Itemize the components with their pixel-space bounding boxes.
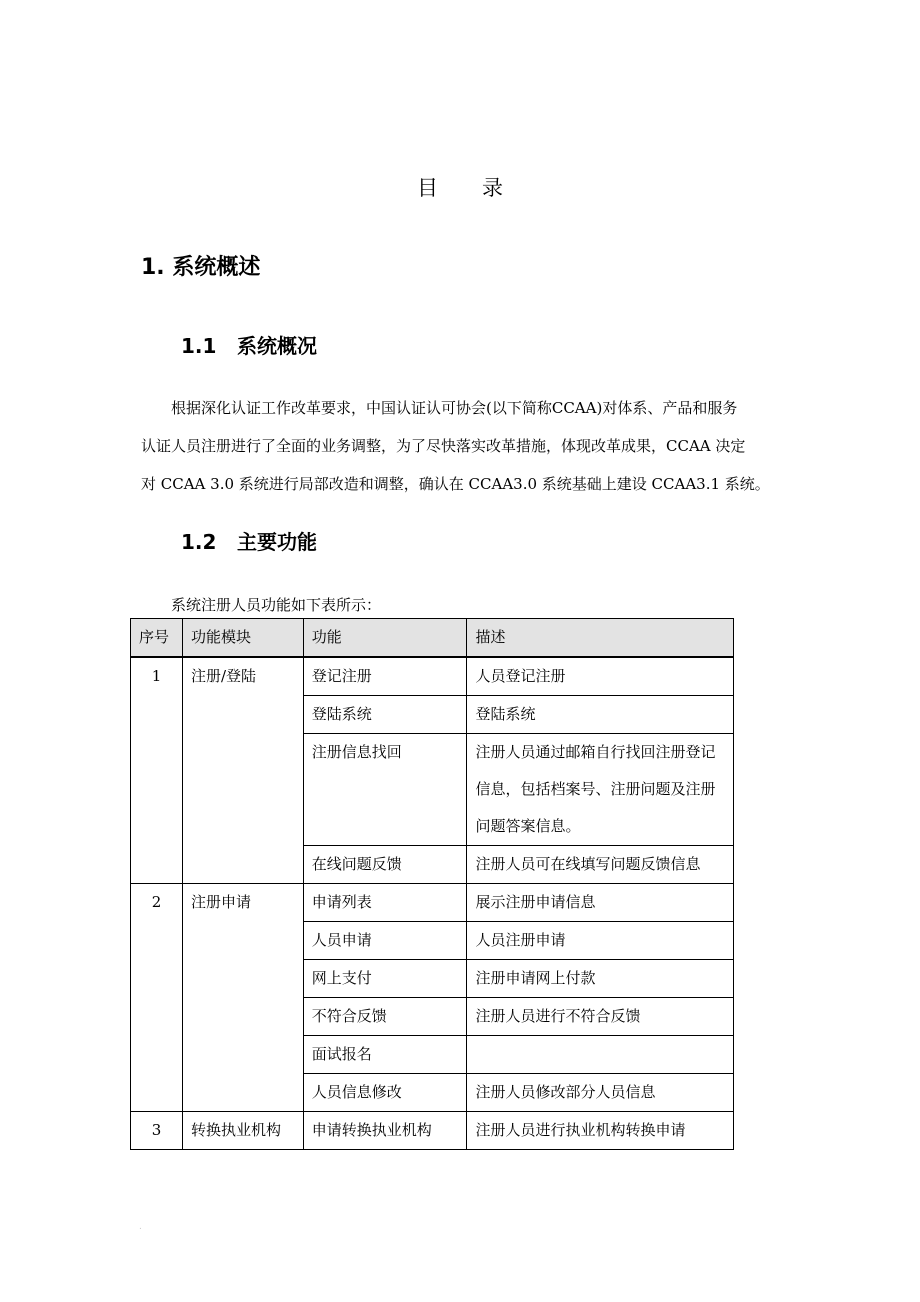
row-function: 注册信息找回 <box>303 734 467 846</box>
section-number: 1.2 <box>181 530 217 554</box>
row-function: 人员信息修改 <box>303 1074 467 1112</box>
paragraph-line: 根据深化认证工作改革要求，中国认证认可协会(以下简称CCAA)对体系、产品和服务 <box>171 399 738 417</box>
row-module: 注册/登陆 <box>182 658 303 884</box>
row-function: 登陆系统 <box>303 696 467 734</box>
row-description: 人员登记注册 <box>467 658 734 696</box>
row-function: 面试报名 <box>303 1036 467 1074</box>
row-function: 申请转换执业机构 <box>303 1112 467 1150</box>
overview-paragraph <box>141 389 781 503</box>
row-description: 注册申请网上付款 <box>467 960 734 998</box>
toc-title: 目录 <box>417 176 547 200</box>
section-title: 系统概况 <box>237 334 317 358</box>
header-index: 序号 <box>131 619 183 657</box>
section-1-1-heading <box>181 330 317 359</box>
row-index: 1 <box>131 658 183 884</box>
row-function: 网上支付 <box>303 960 467 998</box>
paragraph-line: 认证人员注册进行了全面的业务调整，为了尽快落实改革措施，体现改革成果，CCAA 决定 <box>141 437 746 455</box>
row-description: 注册人员修改部分人员信息 <box>467 1074 734 1112</box>
row-function: 不符合反馈 <box>303 998 467 1036</box>
row-module: 注册申请 <box>182 884 303 1112</box>
section-1-heading: 1. 系统概述 <box>141 255 261 280</box>
row-module: 转换执业机构 <box>182 1112 303 1150</box>
row-description: 登陆系统 <box>467 696 734 734</box>
header-description: 描述 <box>467 619 734 657</box>
row-description: 注册人员进行执业机构转换申请 <box>467 1112 734 1150</box>
function-table <box>130 618 734 1150</box>
section-number: 1.1 <box>181 334 217 358</box>
row-description: 注册人员可在线填写问题反馈信息 <box>467 846 734 884</box>
row-description: 注册人员进行不符合反馈 <box>467 998 734 1036</box>
section-1-2-heading <box>181 526 317 555</box>
row-description: 人员注册申请 <box>467 922 734 960</box>
paragraph-line: 对 CCAA 3.0 系统进行局部改造和调整，确认在 CCAA3.0 系统基础上建设 CCAA3.1 系统。 <box>141 475 770 493</box>
row-function: 人员申请 <box>303 922 467 960</box>
table-row <box>131 658 734 696</box>
table-intro: 系统注册人员功能如下表所示： <box>171 596 382 614</box>
row-function: 登记注册 <box>303 658 467 696</box>
row-index: 2 <box>131 884 183 1112</box>
section-title: 主要功能 <box>237 530 317 554</box>
footer-mark: . <box>139 1222 142 1232</box>
row-index: 3 <box>131 1112 183 1150</box>
header-function: 功能 <box>303 619 467 657</box>
row-description <box>467 1036 734 1074</box>
table-row <box>131 884 734 922</box>
row-function: 申请列表 <box>303 884 467 922</box>
table-row <box>131 1112 734 1150</box>
row-description: 注册人员通过邮箱自行找回注册登记信息，包括档案号、注册问题及注册问题答案信息。 <box>467 734 734 846</box>
row-description: 展示注册申请信息 <box>467 884 734 922</box>
header-module: 功能模块 <box>182 619 303 657</box>
table-header-row <box>131 619 734 657</box>
row-function: 在线问题反馈 <box>303 846 467 884</box>
